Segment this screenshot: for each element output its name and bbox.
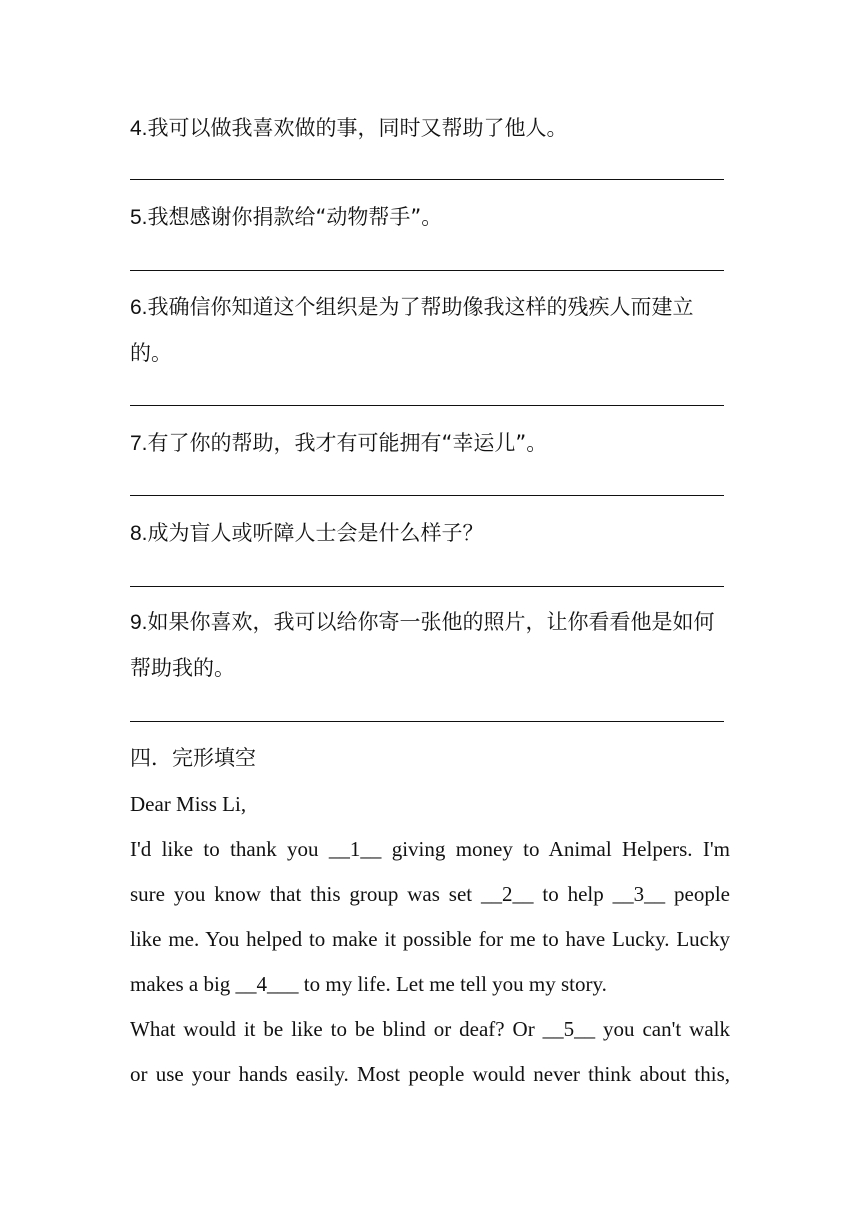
question-text: 我想感谢你捐款给“动物帮手”。 [147,205,443,229]
answer-line-6 [130,405,724,406]
question-6-continued [130,338,172,368]
question-number: 5. [130,206,148,229]
question-number: 9. [130,611,148,634]
answer-line-4 [130,179,724,180]
question-text: 如果你喜欢，我可以给你寄一张他的照片，让你看看他是如何 [147,610,715,634]
question-7 [130,428,547,459]
passage-line-6: or use your hands easily. Most people would never think about this, [130,1062,730,1086]
question-9 [130,607,715,638]
answer-line-9 [130,721,724,722]
question-9-continued [130,653,235,683]
passage-line-4: makes a big __4___ to my life. Let me tell you my story. [130,972,607,996]
question-number: 7. [130,432,148,455]
passage-line-1: I'd like to thank you __1__ giving money to Animal Helpers. I'm [130,837,730,861]
question-text: 我确信你知道这个组织是为了帮助像我这样的残疾人而建立 [147,295,694,319]
question-text: 我可以做我喜欢做的事，同时又帮助了他人。 [147,116,568,140]
question-text: 有了你的帮助，我才有可能拥有“幸运儿”。 [147,431,548,455]
question-text: 的。 [130,341,172,365]
question-number: 6. [130,296,148,319]
answer-line-8 [130,586,724,587]
section-title: 四．完形填空 [130,746,256,770]
passage-line-2: sure you know that this group was set __2__ to help __3__ people [130,882,730,906]
question-number: 4. [130,117,148,140]
question-number: 8. [130,522,148,545]
passage-greeting: Dear Miss Li, [130,792,247,816]
passage-line-5: What would it be like to be blind or deaf? Or __5__ you can't walk [130,1017,730,1041]
answer-line-7 [130,495,724,496]
question-text: 成为盲人或听障人士会是什么样子？ [147,521,484,545]
question-6 [130,292,694,323]
question-5 [130,202,442,233]
question-8 [130,518,484,549]
passage-line-3: like me. You helped to make it possible for me to have Lucky. Lucky [130,927,730,951]
question-4 [130,113,568,144]
answer-line-5 [130,270,724,271]
question-text: 帮助我的。 [130,656,235,680]
